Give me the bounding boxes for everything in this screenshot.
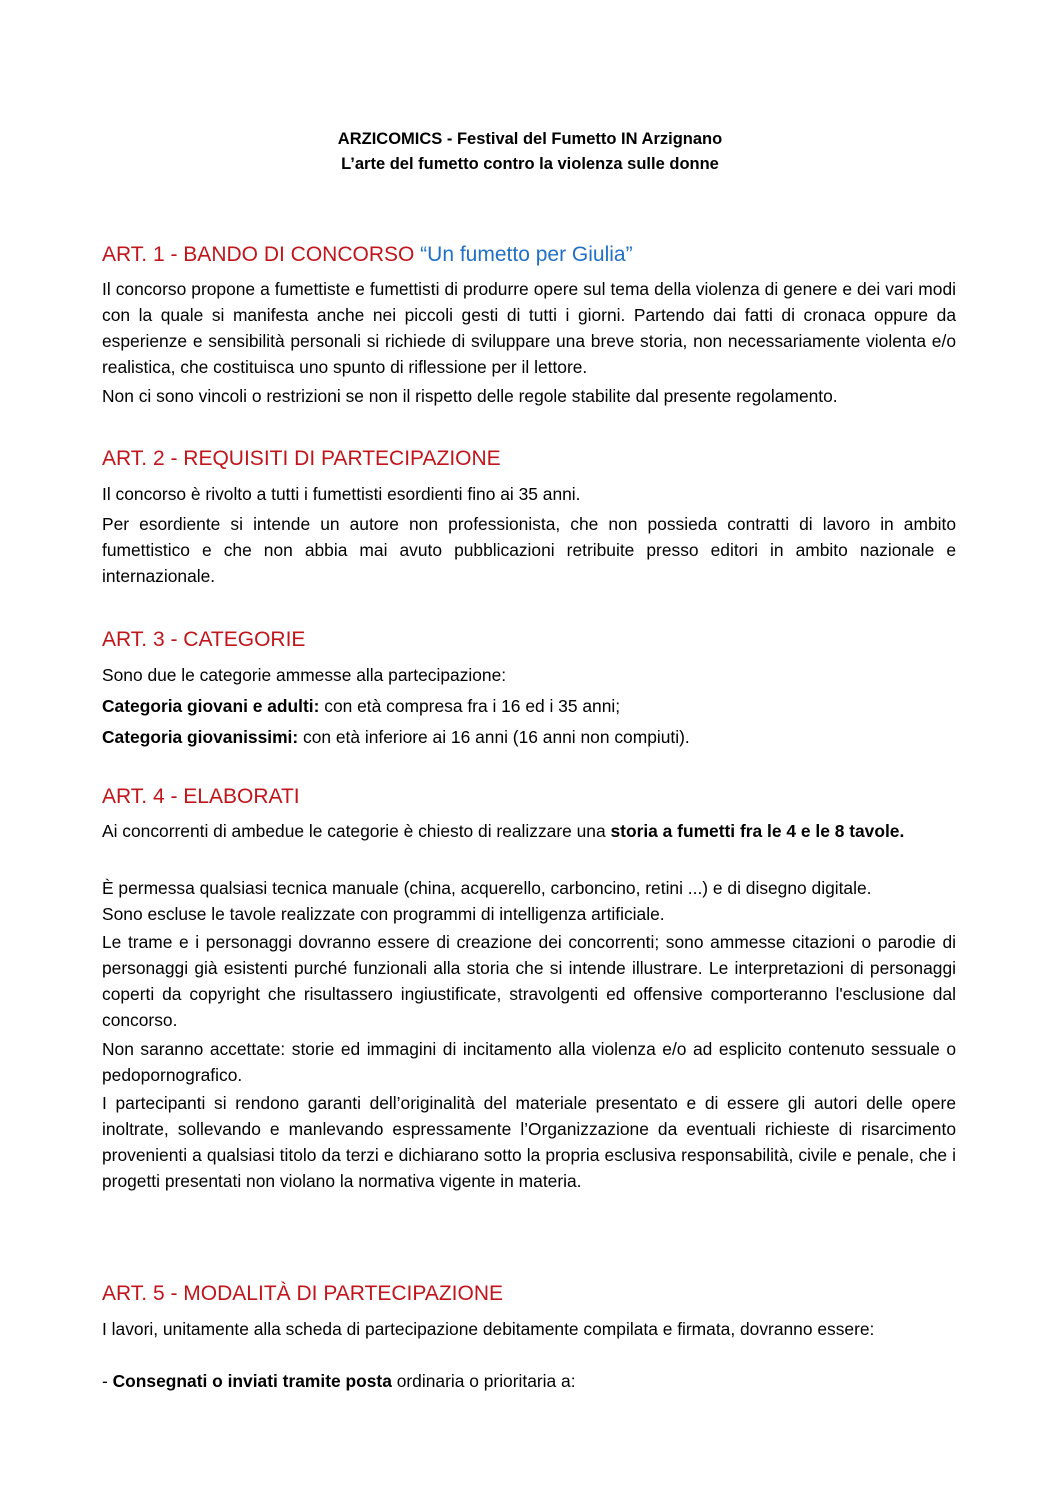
art4-paragraph-1 (102, 818, 956, 844)
art4-paragraph-1-bold: storia a fumetti fra le 4 e le 8 tavole. (610, 821, 905, 841)
festival-title: ARZICOMICS - Festival del Fumetto IN Arzignano (337, 130, 723, 148)
art3-category-1 (102, 693, 956, 719)
art3-intro: Sono due le categorie ammesse alla partecipazione: (102, 665, 507, 685)
art4-paragraph-2 (102, 875, 956, 927)
art5-paragraph-2-bold: Consegnati o inviati tramite posta (112, 1371, 392, 1391)
art2-paragraph-2: Per esordiente si intende un autore non professionista, che non possieda contratti di lavoro in ambito fumettistico e che non abbia mai avuto pubblicazioni retribuite presso editori in ambito nazionale e internazionale. (102, 514, 956, 586)
art4-paragraph-1-text: Ai concorrenti di ambedue le categorie è chiesto di realizzare una (102, 821, 611, 841)
art3-category-2-label: Categoria giovanissimi: (102, 727, 299, 747)
art3-heading: ART. 3 - CATEGORIE (102, 628, 306, 651)
art2-paragraph-1: Il concorso è rivolto a tutti i fumettisti esordienti fino ai 35 anni. (102, 484, 581, 504)
art3-category-1-text: con età compresa fra i 16 ed i 35 anni; (319, 696, 621, 716)
art4-heading: ART. 4 - ELABORATI (102, 785, 300, 808)
art4-paragraph-3: Le trame e i personaggi dovranno essere di creazione dei concorrenti; sono ammesse citazioni o parodie di personaggi già esistenti purché funzionali alla storia che si intende illustrare. Le interpretazioni di personaggi coperti da copyright che risultassero ingiustificate, stravolgenti ed offensive comporteranno l'esclusione dal concorso. (102, 932, 956, 1030)
art5-paragraph-2-prefix: - (102, 1371, 113, 1391)
art1-heading (102, 241, 633, 269)
art5-heading: ART. 5 - MODALITÀ DI PARTECIPAZIONE (102, 1282, 504, 1305)
art4-paragraph-5: I partecipanti si rendono garanti dell’originalità del materiale presentato e di essere gli autori delle opere inoltrate, sollevando e manlevando espressamente l’Organizzazione da eventuali richieste di risarcimento provenienti a qualsiasi titolo da terzi e dichiarano sotto la propria esclusiva responsabilità, civile e penale, che i progetti presentati non violano la normativa vigente in materia. (102, 1093, 956, 1191)
art3-category-2-text: con età inferiore ai 16 anni (16 anni non compiuti). (298, 727, 690, 747)
art5-paragraph-1: I lavori, unitamente alla scheda di partecipazione debitamente compilata e firmata, dovranno essere: (102, 1319, 875, 1339)
art5-paragraph-2 (102, 1368, 956, 1394)
art1-title: ART. 1 - BANDO DI CONCORSO (102, 243, 421, 266)
art2-heading: ART. 2 - REQUISITI DI PARTECIPAZIONE (102, 447, 501, 470)
document-header (0, 127, 1060, 177)
art1-paragraph-2: Non ci sono vincoli o restrizioni se non il rispetto delle regole stabilite dal presente regolamento. (102, 386, 838, 406)
art4-paragraph-2-line-1: È permessa qualsiasi tecnica manuale (china, acquerello, carboncino, retini ...) e di disegno digitale. (102, 878, 872, 898)
art4-paragraph-4: Non saranno accettate: storie ed immagini di incitamento alla violenza e/o ad esplicito contenuto sessuale o pedopornografico. (102, 1039, 956, 1085)
festival-subtitle: L’arte del fumetto contro la violenza sulle donne (341, 155, 719, 173)
art4-paragraph-2-line-2: Sono escluse le tavole realizzate con programmi di intelligenza artificiale. (102, 904, 665, 924)
art3-category-2 (102, 724, 956, 750)
art3-category-1-label: Categoria giovani e adulti: (102, 696, 320, 716)
art5-paragraph-2-text: ordinaria o prioritaria a: (391, 1371, 576, 1391)
art1-title-accent: “Un fumetto per Giulia” (420, 243, 633, 266)
art1-paragraph-1: Il concorso propone a fumettiste e fumettisti di produrre opere sul tema della violenza di genere e dei vari modi con la quale si manifesta anche nei piccoli gesti di tutti i giorni. Partendo dai fatti di cronaca oppure da esperienze e sensibilità personali si richiede di sviluppare una breve storia, non necessariamente violenta e/o realistica, che costituisca uno spunto di riflessione per il lettore. (102, 279, 956, 377)
